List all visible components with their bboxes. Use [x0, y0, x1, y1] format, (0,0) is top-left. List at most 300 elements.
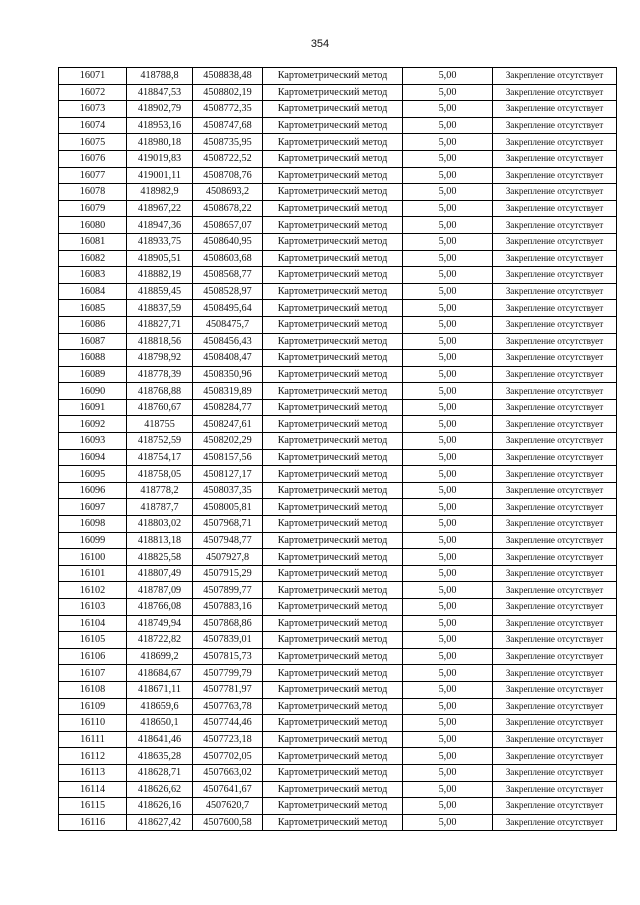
accuracy-cell: 5,00: [403, 582, 493, 599]
accuracy-cell: 5,00: [403, 150, 493, 167]
point-number-cell: 16073: [59, 101, 127, 118]
x-coordinate-cell: 418847,53: [127, 84, 193, 101]
y-coordinate-cell: 4508708,76: [193, 167, 263, 184]
point-number-cell: 16087: [59, 333, 127, 350]
table-row: [59, 532, 617, 549]
accuracy-cell: 5,00: [403, 68, 493, 85]
accuracy-cell: 5,00: [403, 167, 493, 184]
y-coordinate-cell: 4507723,18: [193, 731, 263, 748]
fixation-cell: Закрепление отсутствует: [493, 167, 617, 184]
point-number-cell: 16112: [59, 748, 127, 765]
point-number-cell: 16111: [59, 731, 127, 748]
point-number-cell: 16085: [59, 300, 127, 317]
accuracy-cell: 5,00: [403, 781, 493, 798]
y-coordinate-cell: 4507702,05: [193, 748, 263, 765]
method-cell: Картометрический метод: [263, 416, 403, 433]
accuracy-cell: 5,00: [403, 250, 493, 267]
fixation-cell: Закрепление отсутствует: [493, 798, 617, 815]
point-number-cell: 16076: [59, 150, 127, 167]
fixation-cell: Закрепление отсутствует: [493, 482, 617, 499]
x-coordinate-cell: 418980,18: [127, 134, 193, 151]
fixation-cell: Закрепление отсутствует: [493, 565, 617, 582]
point-number-cell: 16071: [59, 68, 127, 85]
fixation-cell: Закрепление отсутствует: [493, 599, 617, 616]
fixation-cell: Закрепление отсутствует: [493, 731, 617, 748]
point-number-cell: 16113: [59, 764, 127, 781]
table-row: [59, 184, 617, 201]
fixation-cell: Закрепление отсутствует: [493, 150, 617, 167]
table-row: [59, 217, 617, 234]
table-row: [59, 798, 617, 815]
point-number-cell: 16109: [59, 698, 127, 715]
method-cell: Картометрический метод: [263, 68, 403, 85]
method-cell: Картометрический метод: [263, 516, 403, 533]
accuracy-cell: 5,00: [403, 134, 493, 151]
x-coordinate-cell: 418827,71: [127, 316, 193, 333]
fixation-cell: Закрепление отсутствует: [493, 449, 617, 466]
x-coordinate-cell: 418641,46: [127, 731, 193, 748]
point-number-cell: 16098: [59, 516, 127, 533]
point-number-cell: 16099: [59, 532, 127, 549]
method-cell: Картометрический метод: [263, 333, 403, 350]
point-number-cell: 16106: [59, 648, 127, 665]
table-row: [59, 101, 617, 118]
accuracy-cell: 5,00: [403, 764, 493, 781]
x-coordinate-cell: 418953,16: [127, 117, 193, 134]
table-row: [59, 167, 617, 184]
table-row: [59, 399, 617, 416]
fixation-cell: Закрепление отсутствует: [493, 399, 617, 416]
y-coordinate-cell: 4508735,95: [193, 134, 263, 151]
x-coordinate-cell: 418659,6: [127, 698, 193, 715]
y-coordinate-cell: 4508603,68: [193, 250, 263, 267]
method-cell: Картометрический метод: [263, 433, 403, 450]
fixation-cell: Закрепление отсутствует: [493, 383, 617, 400]
y-coordinate-cell: 4507799,79: [193, 665, 263, 682]
method-cell: Картометрический метод: [263, 798, 403, 815]
point-number-cell: 16091: [59, 399, 127, 416]
x-coordinate-cell: 418749,94: [127, 615, 193, 632]
y-coordinate-cell: 4508838,48: [193, 68, 263, 85]
fixation-cell: Закрепление отсутствует: [493, 632, 617, 649]
table-row: [59, 117, 617, 134]
y-coordinate-cell: 4508202,29: [193, 433, 263, 450]
y-coordinate-cell: 4508747,68: [193, 117, 263, 134]
y-coordinate-cell: 4508772,35: [193, 101, 263, 118]
x-coordinate-cell: 418882,19: [127, 267, 193, 284]
method-cell: Картометрический метод: [263, 283, 403, 300]
method-cell: Картометрический метод: [263, 300, 403, 317]
table-row: [59, 84, 617, 101]
table-row: [59, 698, 617, 715]
table-row: [59, 200, 617, 217]
method-cell: Картометрический метод: [263, 84, 403, 101]
accuracy-cell: 5,00: [403, 532, 493, 549]
accuracy-cell: 5,00: [403, 632, 493, 649]
accuracy-cell: 5,00: [403, 101, 493, 118]
point-number-cell: 16075: [59, 134, 127, 151]
y-coordinate-cell: 4508037,35: [193, 482, 263, 499]
fixation-cell: Закрепление отсутствует: [493, 433, 617, 450]
table-row: [59, 316, 617, 333]
accuracy-cell: 5,00: [403, 316, 493, 333]
accuracy-cell: 5,00: [403, 416, 493, 433]
accuracy-cell: 5,00: [403, 366, 493, 383]
table-row: [59, 615, 617, 632]
y-coordinate-cell: 4507600,58: [193, 814, 263, 831]
y-coordinate-cell: 4508528,97: [193, 283, 263, 300]
x-coordinate-cell: 418755: [127, 416, 193, 433]
table-row: [59, 814, 617, 831]
table-row: [59, 134, 617, 151]
accuracy-cell: 5,00: [403, 516, 493, 533]
point-number-cell: 16110: [59, 715, 127, 732]
y-coordinate-cell: 4507781,97: [193, 681, 263, 698]
y-coordinate-cell: 4508640,95: [193, 233, 263, 250]
y-coordinate-cell: 4507839,01: [193, 632, 263, 649]
y-coordinate-cell: 4507641,67: [193, 781, 263, 798]
table-row: [59, 582, 617, 599]
method-cell: Картометрический метод: [263, 565, 403, 582]
x-coordinate-cell: 418650,1: [127, 715, 193, 732]
accuracy-cell: 5,00: [403, 698, 493, 715]
accuracy-cell: 5,00: [403, 499, 493, 516]
fixation-cell: Закрепление отсутствует: [493, 84, 617, 101]
y-coordinate-cell: 4508693,2: [193, 184, 263, 201]
y-coordinate-cell: 4508005,81: [193, 499, 263, 516]
accuracy-cell: 5,00: [403, 267, 493, 284]
x-coordinate-cell: 418768,88: [127, 383, 193, 400]
method-cell: Картометрический метод: [263, 731, 403, 748]
x-coordinate-cell: 418818,56: [127, 333, 193, 350]
point-number-cell: 16094: [59, 449, 127, 466]
method-cell: Картометрический метод: [263, 632, 403, 649]
x-coordinate-cell: 418699,2: [127, 648, 193, 665]
point-number-cell: 16086: [59, 316, 127, 333]
accuracy-cell: 5,00: [403, 433, 493, 450]
x-coordinate-cell: 418626,16: [127, 798, 193, 815]
point-number-cell: 16105: [59, 632, 127, 649]
method-cell: Картометрический метод: [263, 698, 403, 715]
accuracy-cell: 5,00: [403, 665, 493, 682]
accuracy-cell: 5,00: [403, 217, 493, 234]
table-row: [59, 599, 617, 616]
method-cell: Картометрический метод: [263, 582, 403, 599]
fixation-cell: Закрепление отсутствует: [493, 615, 617, 632]
y-coordinate-cell: 4507744,46: [193, 715, 263, 732]
table-row: [59, 150, 617, 167]
y-coordinate-cell: 4508802,19: [193, 84, 263, 101]
table-row: [59, 731, 617, 748]
fixation-cell: Закрепление отсутствует: [493, 300, 617, 317]
fixation-cell: Закрепление отсутствует: [493, 134, 617, 151]
table-row: [59, 665, 617, 682]
fixation-cell: Закрепление отсутствует: [493, 698, 617, 715]
fixation-cell: Закрепление отсутствует: [493, 499, 617, 516]
point-number-cell: 16081: [59, 233, 127, 250]
table-row: [59, 350, 617, 367]
point-number-cell: 16101: [59, 565, 127, 582]
x-coordinate-cell: 418626,62: [127, 781, 193, 798]
method-cell: Картометрический метод: [263, 316, 403, 333]
method-cell: Картометрический метод: [263, 599, 403, 616]
accuracy-cell: 5,00: [403, 300, 493, 317]
point-number-cell: 16079: [59, 200, 127, 217]
y-coordinate-cell: 4507883,16: [193, 599, 263, 616]
x-coordinate-cell: 418982,9: [127, 184, 193, 201]
point-number-cell: 16100: [59, 549, 127, 566]
accuracy-cell: 5,00: [403, 565, 493, 582]
fixation-cell: Закрепление отсутствует: [493, 516, 617, 533]
method-cell: Картометрический метод: [263, 715, 403, 732]
fixation-cell: Закрепление отсутствует: [493, 764, 617, 781]
table-row: [59, 416, 617, 433]
method-cell: Картометрический метод: [263, 267, 403, 284]
table-row: [59, 233, 617, 250]
point-number-cell: 16080: [59, 217, 127, 234]
accuracy-cell: 5,00: [403, 383, 493, 400]
accuracy-cell: 5,00: [403, 549, 493, 566]
fixation-cell: Закрепление отсутствует: [493, 466, 617, 483]
point-number-cell: 16077: [59, 167, 127, 184]
fixation-cell: Закрепление отсутствует: [493, 200, 617, 217]
accuracy-cell: 5,00: [403, 233, 493, 250]
fixation-cell: Закрепление отсутствует: [493, 250, 617, 267]
accuracy-cell: 5,00: [403, 814, 493, 831]
x-coordinate-cell: 418758,05: [127, 466, 193, 483]
table-row: [59, 267, 617, 284]
point-number-cell: 16093: [59, 433, 127, 450]
x-coordinate-cell: 418813,18: [127, 532, 193, 549]
accuracy-cell: 5,00: [403, 748, 493, 765]
accuracy-cell: 5,00: [403, 200, 493, 217]
method-cell: Картометрический метод: [263, 681, 403, 698]
table-row: [59, 68, 617, 85]
y-coordinate-cell: 4507815,73: [193, 648, 263, 665]
method-cell: Картометрический метод: [263, 383, 403, 400]
fixation-cell: Закрепление отсутствует: [493, 582, 617, 599]
fixation-cell: Закрепление отсутствует: [493, 283, 617, 300]
y-coordinate-cell: 4508722,52: [193, 150, 263, 167]
method-cell: Картометрический метод: [263, 814, 403, 831]
method-cell: Картометрический метод: [263, 117, 403, 134]
accuracy-cell: 5,00: [403, 798, 493, 815]
y-coordinate-cell: 4508657,07: [193, 217, 263, 234]
point-number-cell: 16116: [59, 814, 127, 831]
table-row: [59, 715, 617, 732]
table-row: [59, 764, 617, 781]
accuracy-cell: 5,00: [403, 350, 493, 367]
fixation-cell: Закрепление отсутствует: [493, 333, 617, 350]
x-coordinate-cell: 418778,2: [127, 482, 193, 499]
accuracy-cell: 5,00: [403, 184, 493, 201]
point-number-cell: 16097: [59, 499, 127, 516]
method-cell: Картометрический метод: [263, 499, 403, 516]
method-cell: Картометрический метод: [263, 350, 403, 367]
fixation-cell: Закрепление отсутствует: [493, 748, 617, 765]
fixation-cell: Закрепление отсутствует: [493, 814, 617, 831]
method-cell: Картометрический метод: [263, 150, 403, 167]
point-number-cell: 16089: [59, 366, 127, 383]
accuracy-cell: 5,00: [403, 466, 493, 483]
fixation-cell: Закрепление отсутствует: [493, 316, 617, 333]
method-cell: Картометрический метод: [263, 482, 403, 499]
method-cell: Картометрический метод: [263, 366, 403, 383]
fixation-cell: Закрепление отсутствует: [493, 117, 617, 134]
y-coordinate-cell: 4507948,77: [193, 532, 263, 549]
method-cell: Картометрический метод: [263, 648, 403, 665]
table-row: [59, 549, 617, 566]
x-coordinate-cell: 418752,59: [127, 433, 193, 450]
y-coordinate-cell: 4508495,64: [193, 300, 263, 317]
point-number-cell: 16092: [59, 416, 127, 433]
y-coordinate-cell: 4507763,78: [193, 698, 263, 715]
point-number-cell: 16115: [59, 798, 127, 815]
point-number-cell: 16083: [59, 267, 127, 284]
x-coordinate-cell: 418902,79: [127, 101, 193, 118]
point-number-cell: 16082: [59, 250, 127, 267]
x-coordinate-cell: 418684,67: [127, 665, 193, 682]
method-cell: Картометрический метод: [263, 449, 403, 466]
x-coordinate-cell: 419019,83: [127, 150, 193, 167]
fixation-cell: Закрепление отсутствует: [493, 416, 617, 433]
accuracy-cell: 5,00: [403, 399, 493, 416]
point-number-cell: 16095: [59, 466, 127, 483]
x-coordinate-cell: 418933,75: [127, 233, 193, 250]
point-number-cell: 16107: [59, 665, 127, 682]
method-cell: Картометрический метод: [263, 101, 403, 118]
x-coordinate-cell: 418798,92: [127, 350, 193, 367]
accuracy-cell: 5,00: [403, 117, 493, 134]
method-cell: Картометрический метод: [263, 184, 403, 201]
y-coordinate-cell: 4507899,77: [193, 582, 263, 599]
table-row: [59, 516, 617, 533]
table-row: [59, 632, 617, 649]
coordinates-table: [58, 67, 617, 831]
x-coordinate-cell: 418778,39: [127, 366, 193, 383]
accuracy-cell: 5,00: [403, 731, 493, 748]
point-number-cell: 16084: [59, 283, 127, 300]
y-coordinate-cell: 4508157,56: [193, 449, 263, 466]
point-number-cell: 16090: [59, 383, 127, 400]
method-cell: Картометрический метод: [263, 615, 403, 632]
fixation-cell: Закрепление отсутствует: [493, 665, 617, 682]
point-number-cell: 16072: [59, 84, 127, 101]
table-row: [59, 333, 617, 350]
table-body: [59, 68, 617, 831]
x-coordinate-cell: 418787,7: [127, 499, 193, 516]
point-number-cell: 16074: [59, 117, 127, 134]
table-row: [59, 565, 617, 582]
x-coordinate-cell: 418825,58: [127, 549, 193, 566]
x-coordinate-cell: 418837,59: [127, 300, 193, 317]
table-row: [59, 648, 617, 665]
table-row: [59, 383, 617, 400]
accuracy-cell: 5,00: [403, 599, 493, 616]
y-coordinate-cell: 4508678,22: [193, 200, 263, 217]
method-cell: Картометрический метод: [263, 764, 403, 781]
x-coordinate-cell: 418760,67: [127, 399, 193, 416]
method-cell: Картометрический метод: [263, 217, 403, 234]
x-coordinate-cell: 418635,28: [127, 748, 193, 765]
method-cell: Картометрический метод: [263, 665, 403, 682]
y-coordinate-cell: 4508247,61: [193, 416, 263, 433]
y-coordinate-cell: 4508127,17: [193, 466, 263, 483]
method-cell: Картометрический метод: [263, 781, 403, 798]
fixation-cell: Закрепление отсутствует: [493, 184, 617, 201]
y-coordinate-cell: 4507663,02: [193, 764, 263, 781]
table-row: [59, 482, 617, 499]
point-number-cell: 16104: [59, 615, 127, 632]
method-cell: Картометрический метод: [263, 466, 403, 483]
table-row: [59, 433, 617, 450]
x-coordinate-cell: 418766,08: [127, 599, 193, 616]
table-row: [59, 781, 617, 798]
accuracy-cell: 5,00: [403, 84, 493, 101]
x-coordinate-cell: 418627,42: [127, 814, 193, 831]
fixation-cell: Закрепление отсутствует: [493, 532, 617, 549]
table-row: [59, 466, 617, 483]
x-coordinate-cell: 418628,71: [127, 764, 193, 781]
fixation-cell: Закрепление отсутствует: [493, 549, 617, 566]
accuracy-cell: 5,00: [403, 615, 493, 632]
method-cell: Картометрический метод: [263, 250, 403, 267]
method-cell: Картометрический метод: [263, 134, 403, 151]
x-coordinate-cell: 418722,82: [127, 632, 193, 649]
method-cell: Картометрический метод: [263, 549, 403, 566]
point-number-cell: 16103: [59, 599, 127, 616]
fixation-cell: Закрепление отсутствует: [493, 681, 617, 698]
y-coordinate-cell: 4508475,7: [193, 316, 263, 333]
x-coordinate-cell: 418671,11: [127, 681, 193, 698]
table-row: [59, 366, 617, 383]
fixation-cell: Закрепление отсутствует: [493, 101, 617, 118]
y-coordinate-cell: 4508568,77: [193, 267, 263, 284]
x-coordinate-cell: 418807,49: [127, 565, 193, 582]
x-coordinate-cell: 418803,02: [127, 516, 193, 533]
fixation-cell: Закрепление отсутствует: [493, 217, 617, 234]
accuracy-cell: 5,00: [403, 333, 493, 350]
y-coordinate-cell: 4508408,47: [193, 350, 263, 367]
accuracy-cell: 5,00: [403, 283, 493, 300]
fixation-cell: Закрепление отсутствует: [493, 715, 617, 732]
fixation-cell: Закрепление отсутствует: [493, 350, 617, 367]
fixation-cell: Закрепление отсутствует: [493, 648, 617, 665]
table-row: [59, 300, 617, 317]
method-cell: Картометрический метод: [263, 399, 403, 416]
accuracy-cell: 5,00: [403, 449, 493, 466]
table-row: [59, 748, 617, 765]
fixation-cell: Закрепление отсутствует: [493, 267, 617, 284]
accuracy-cell: 5,00: [403, 482, 493, 499]
page-number: 354: [310, 38, 330, 50]
method-cell: Картометрический метод: [263, 748, 403, 765]
x-coordinate-cell: 418788,8: [127, 68, 193, 85]
point-number-cell: 16078: [59, 184, 127, 201]
y-coordinate-cell: 4507620,7: [193, 798, 263, 815]
fixation-cell: Закрепление отсутствует: [493, 366, 617, 383]
y-coordinate-cell: 4508319,89: [193, 383, 263, 400]
method-cell: Картометрический метод: [263, 233, 403, 250]
y-coordinate-cell: 4508284,77: [193, 399, 263, 416]
y-coordinate-cell: 4507868,86: [193, 615, 263, 632]
fixation-cell: Закрепление отсутствует: [493, 781, 617, 798]
point-number-cell: 16102: [59, 582, 127, 599]
point-number-cell: 16088: [59, 350, 127, 367]
table-row: [59, 283, 617, 300]
table-row: [59, 499, 617, 516]
x-coordinate-cell: 418967,22: [127, 200, 193, 217]
